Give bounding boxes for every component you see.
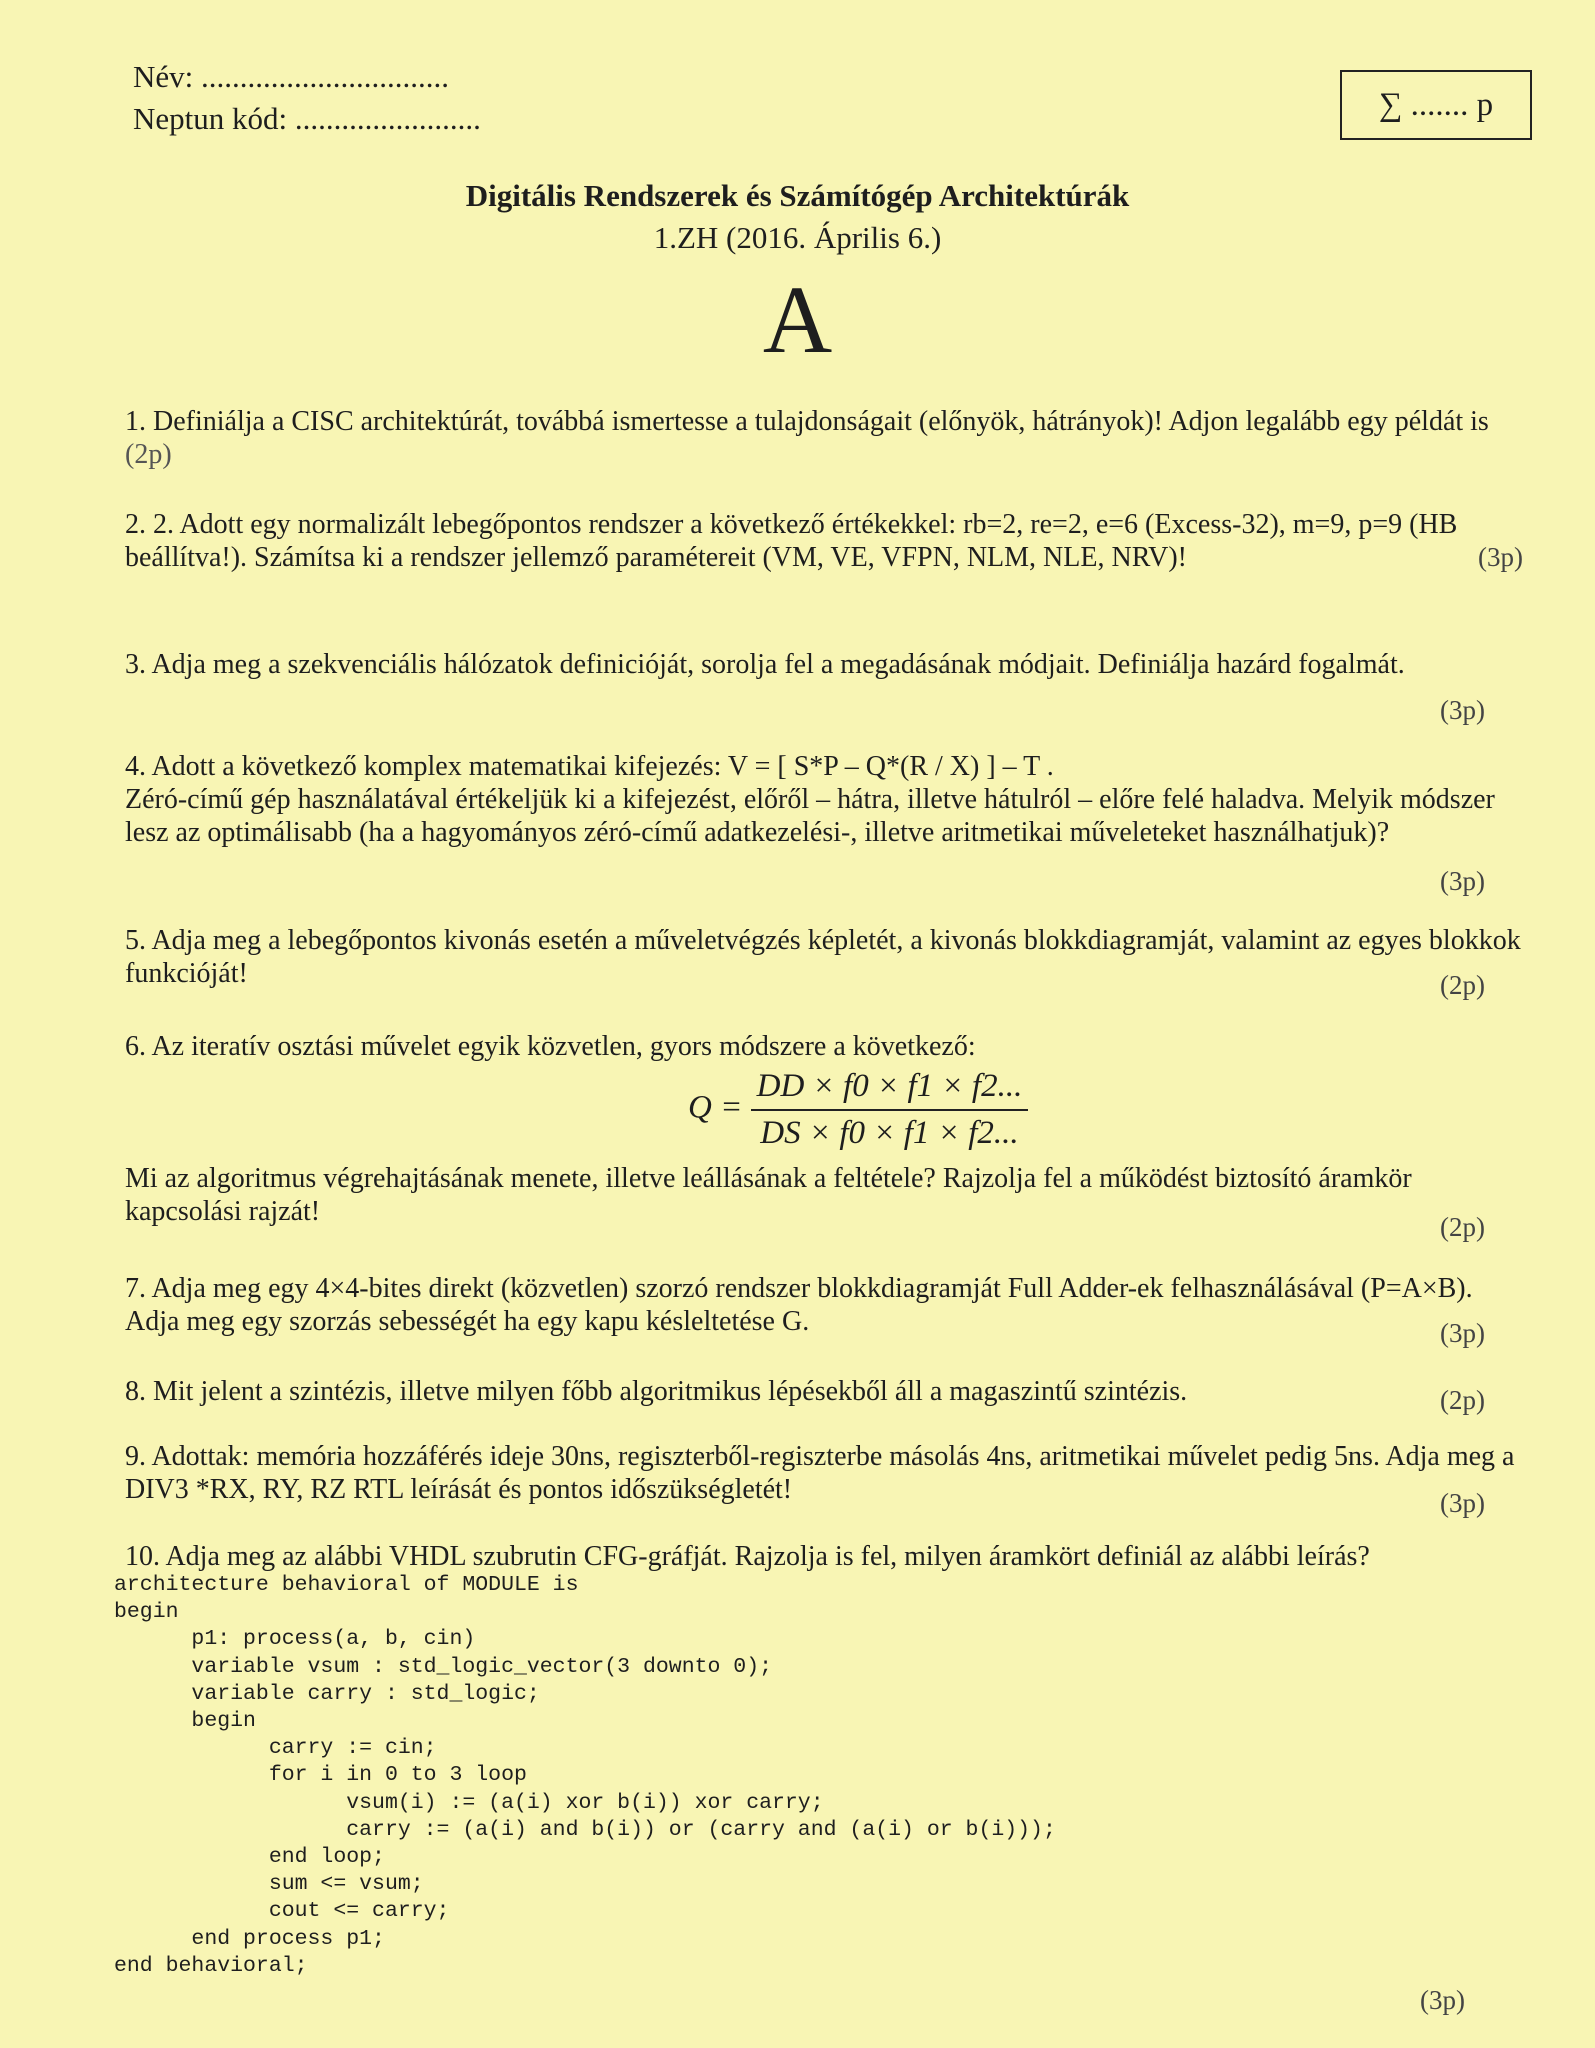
- formula-lhs: Q =: [688, 1089, 743, 1126]
- formula-fraction: [751, 1068, 1029, 1152]
- question-8-points: (2p): [1440, 1385, 1485, 1415]
- exam-subtitle: 1.ZH (2016. Április 6.): [653, 220, 942, 255]
- score-box: ∑ ....... p: [1340, 70, 1532, 140]
- name-field: Név: ................................: [133, 59, 450, 94]
- question-text: 7. Adja meg egy 4×4-bites direkt (közvetlen) szorzó rendszer blokkdiagramját Full Adder-ek felhasználásával (P=A×B). Adja meg egy szorzás sebességét ha egy kapu késleltetése G.: [125, 1273, 1473, 1337]
- question-text: 9. Adottak: memória hozzáférés ideje 30ns, regiszterből-regiszterbe másolás 4ns, aritmetikai művelet pedig 5ns. Adja meg a DIV3 *RX, RY, RZ RTL leírását és pontos időszükségletét!: [125, 1441, 1515, 1505]
- question-9-points: (3p): [1440, 1488, 1485, 1518]
- question-10-points: (3p): [1420, 1985, 1465, 2015]
- question-points: (3p): [1478, 542, 1523, 572]
- question-7: [125, 1272, 1523, 1338]
- question-6: [125, 1030, 1523, 1063]
- question-2: [125, 508, 1523, 574]
- question-3: [125, 648, 1523, 681]
- exam-variant: A: [762, 266, 833, 373]
- question-text: 1. Definiálja a CISC architektúrát, továbbá ismertesse a tulajdonságait (előnyök, hátrányok)! Adjon legalább egy példát is: [125, 406, 1489, 437]
- student-fields: [133, 56, 481, 140]
- formula-numerator: DD × f0 × f1 × f2...: [751, 1068, 1029, 1111]
- question-text: 3. Adja meg a szekvenciális hálózatok definicióját, sorolja fel a megadásának módjait. Definiálja hazárd fogalmát.: [125, 649, 1405, 680]
- question-5: [125, 924, 1523, 990]
- question-text: 8. Mit jelent a szintézis, illetve milyen főbb algoritmikus lépésekből áll a magaszintű szintézis.: [125, 1376, 1188, 1407]
- question-text: 6. Az iteratív osztási művelet egyik közvetlen, gyors módszere a következő:: [125, 1031, 976, 1062]
- question-text: 2. 2. Adott egy normalizált lebegőpontos rendszer a következő értékekkel: rb=2, re=2, e=6 (Excess-32), m=9, p=9 (HB beállítva!). Számítsa ki a rendszer jellemző paramétereit (VM, VE, VFPN, NLM, NLE, NRV)!: [125, 509, 1458, 573]
- vhdl-code-listing: architecture behavioral of MODULE is begin p1: process(a, b, cin) variable vsum : std_logic_vector(3 downto 0); variable carry : std_logic; begin carry := cin; for i in 0 to 3 loop vsum(i) := (a(i) xor b(i)) xor carry; carry := (a(i) and b(i)) or (carry and (a(i) or b(i))); end loop; sum <= vsum; cout <= carry; end process p1; end behavioral;: [114, 1573, 1056, 1978]
- question-text-continued: Mi az algoritmus végrehajtásának menete, illetve leállásának a feltétele? Rajzolja fel a működést biztosító áramkör kapcsolási rajzát!: [125, 1163, 1412, 1227]
- question-4: [125, 750, 1523, 849]
- division-formula: [688, 1068, 1028, 1152]
- question-6-followup: [125, 1162, 1523, 1228]
- question-text: 4. Adott a következő komplex matematikai kifejezés: V = [ S*P – Q*(R / X) ] – T .: [125, 751, 1054, 782]
- question-5-points: (2p): [1440, 970, 1485, 1000]
- question-1: [125, 405, 1523, 471]
- question-text: 10. Adja meg az alábbi VHDL szubrutin CFG-gráfját. Rajzolja is fel, milyen áramkört definiál az alábbi leírás?: [125, 1541, 1370, 1572]
- formula-denominator: DS × f0 × f1 × f2...: [760, 1115, 1019, 1151]
- question-points: (2p): [125, 439, 172, 470]
- exam-title: Digitális Rendszerek és Számítógép Architektúrák: [465, 178, 1130, 213]
- question-text: 5. Adja meg a lebegőpontos kivonás esetén a műveletvégzés képletét, a kivonás blokkdiagramját, valamint az egyes blokkok funkcióját!: [125, 925, 1521, 989]
- neptun-code-field: Neptun kód: ........................: [133, 101, 481, 136]
- question-10: [125, 1540, 1523, 1573]
- question-3-points: (3p): [1440, 695, 1485, 725]
- question-text-continued: Zéró-című gép használatával értékeljük ki a kifejezést, előről – hátra, illetve hátulról – előre felé haladva. Melyik módszer lesz az optimálisabb (ha a hagyományos zéró-című adatkezelési-, illetve aritmetikai műveleteket használhatjuk)?: [125, 784, 1495, 848]
- question-9: [125, 1440, 1523, 1506]
- question-7-points: (3p): [1440, 1318, 1485, 1348]
- question-8: [125, 1375, 1523, 1408]
- question-6-points: (2p): [1440, 1212, 1485, 1242]
- question-4-points: (3p): [1440, 866, 1485, 896]
